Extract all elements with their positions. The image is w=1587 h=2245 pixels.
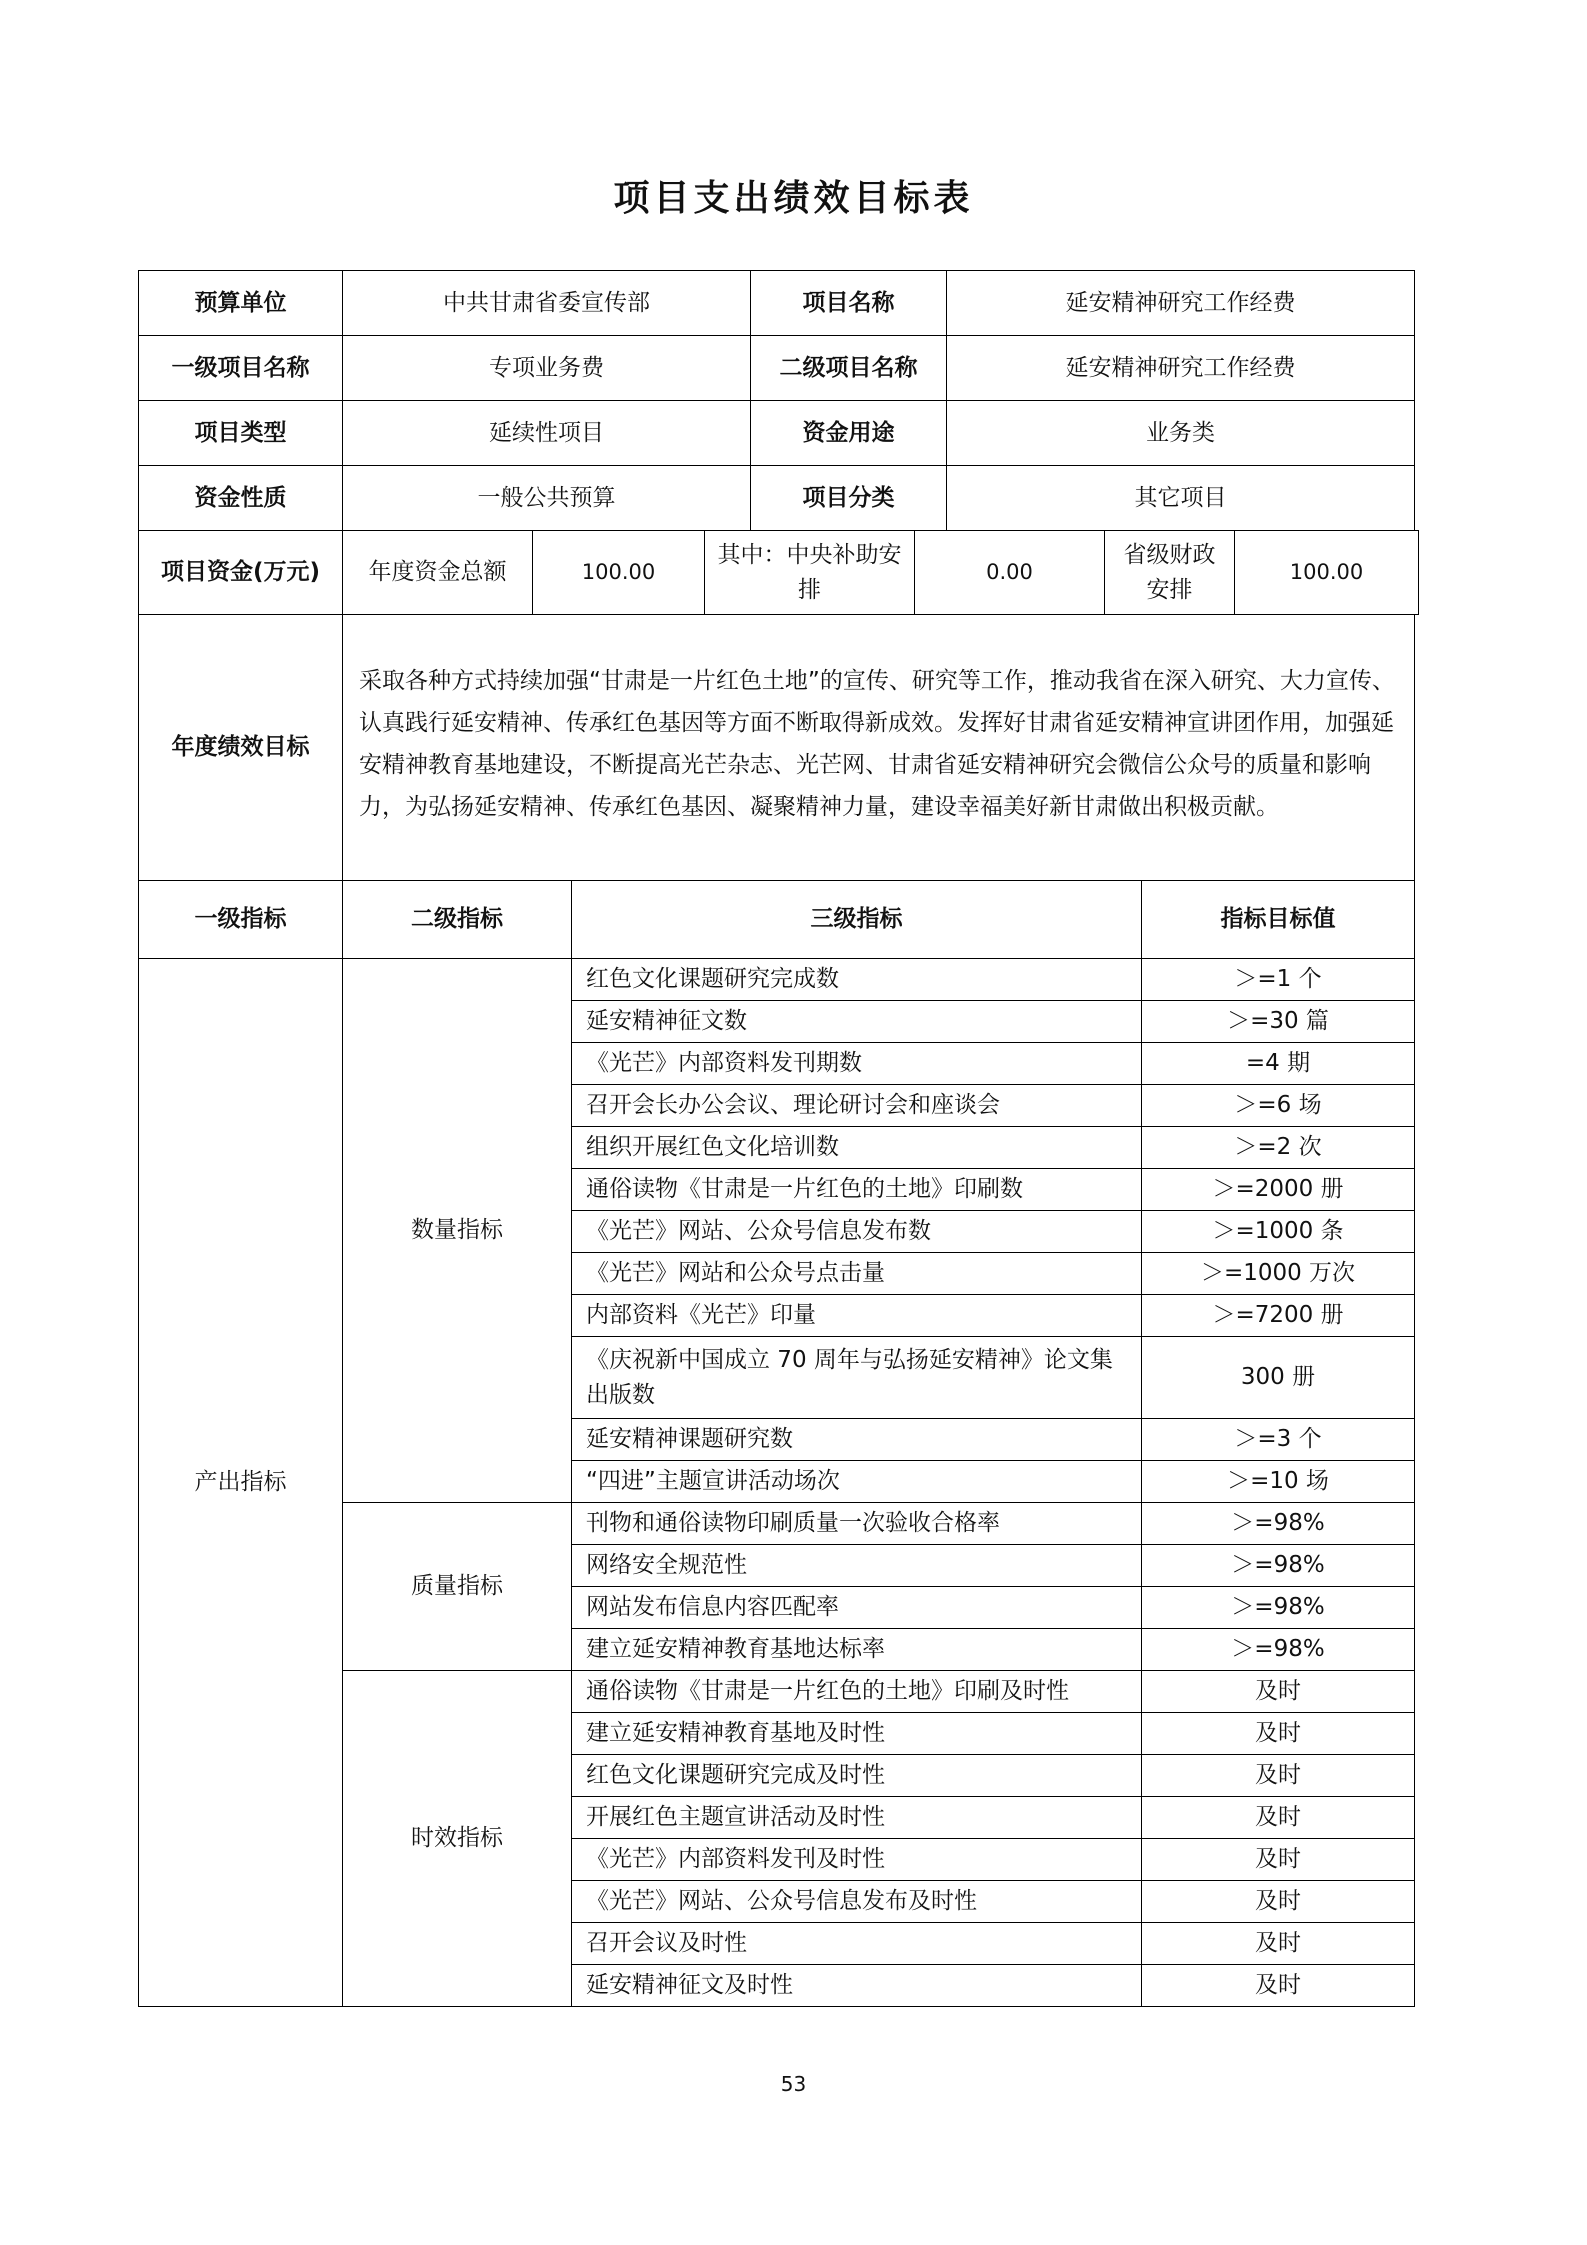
header-level1: 一级指标: [139, 881, 343, 959]
level3-indicator-name: 《光芒》内部资料发刊期数: [572, 1043, 1142, 1085]
basic-info-table: [138, 270, 1415, 531]
table-row: [139, 271, 1415, 336]
budget-unit-label: 预算单位: [139, 271, 343, 336]
level3-indicator-name: 延安精神征文数: [572, 1001, 1142, 1043]
fund-use-label: 资金用途: [751, 401, 947, 466]
level3-indicator-name: 开展红色主题宣讲活动及时性: [572, 1797, 1142, 1839]
level1-project-label: 一级项目名称: [139, 336, 343, 401]
indicator-target-value: 300 册: [1142, 1337, 1415, 1419]
table-row: [139, 336, 1415, 401]
indicator-target-value: ＞=6 场: [1142, 1085, 1415, 1127]
level3-indicator-name: 《光芒》网站、公众号信息发布及时性: [572, 1881, 1142, 1923]
indicator-target-value: 及时: [1142, 1755, 1415, 1797]
project-category-label: 项目分类: [751, 466, 947, 531]
level3-indicator-name: 延安精神征文及时性: [572, 1965, 1142, 2007]
indicator-target-value: 及时: [1142, 1965, 1415, 2007]
provincial-label: 省级财政安排: [1105, 531, 1235, 615]
budget-unit-value: 中共甘肃省委宣传部: [343, 271, 751, 336]
table-row: [139, 531, 1419, 615]
level3-indicator-name: 通俗读物《甘肃是一片红色的土地》印刷数: [572, 1169, 1142, 1211]
provincial-value: 100.00: [1235, 531, 1419, 615]
central-subsidy-value: 0.00: [915, 531, 1105, 615]
central-subsidy-label: 其中：中央补助安排: [705, 531, 915, 615]
indicator-target-value: 及时: [1142, 1923, 1415, 1965]
level3-indicator-name: 刊物和通俗读物印刷质量一次验收合格率: [572, 1503, 1142, 1545]
level3-indicator-name: 红色文化课题研究完成及时性: [572, 1755, 1142, 1797]
level3-indicator-name: 召开会议及时性: [572, 1923, 1142, 1965]
quantity-group-label: 数量指标: [343, 959, 572, 1503]
indicator-target-value: ＞=3 个: [1142, 1419, 1415, 1461]
level3-indicator-name: 建立延安精神教育基地达标率: [572, 1629, 1142, 1671]
project-type-value: 延续性项目: [343, 401, 751, 466]
annual-goal-table: [138, 614, 1415, 881]
level3-indicator-name: 内部资料《光芒》印量: [572, 1295, 1142, 1337]
indicator-target-value: =4 期: [1142, 1043, 1415, 1085]
indicator-target-value: ＞=2 次: [1142, 1127, 1415, 1169]
level3-indicator-name: 召开会长办公会议、理论研讨会和座谈会: [572, 1085, 1142, 1127]
indicator-target-value: ＞=98%: [1142, 1587, 1415, 1629]
indicator-target-value: ＞=30 篇: [1142, 1001, 1415, 1043]
indicator-target-value: ＞=7200 册: [1142, 1295, 1415, 1337]
level3-indicator-name: 《光芒》网站和公众号点击量: [572, 1253, 1142, 1295]
indicator-target-value: ＞=98%: [1142, 1503, 1415, 1545]
funds-table: [138, 530, 1419, 615]
annual-goal-text: 采取各种方式持续加强“甘肃是一片红色土地”的宣传、研究等工作，推动我省在深入研究、大力宣传、认真践行延安精神、传承红色基因等方面不断取得新成效。发挥好甘肃省延安精神宣讲团作用，加强延安精神教育基地建设，不断提高光芒杂志、光芒网、甘肃省延安精神研究会微信公众号的质量和影响力，为弘扬延安精神、传承红色基因、凝聚精神力量，建设幸福美好新甘肃做出积极贡献。: [343, 615, 1415, 881]
project-category-value: 其它项目: [947, 466, 1415, 531]
level1-project-value: 专项业务费: [343, 336, 751, 401]
level3-indicator-name: 延安精神课题研究数: [572, 1419, 1142, 1461]
indicator-target-value: ＞=10 场: [1142, 1461, 1415, 1503]
level2-project-label: 二级项目名称: [751, 336, 947, 401]
level3-indicator-name: 红色文化课题研究完成数: [572, 959, 1142, 1001]
project-name-value: 延安精神研究工作经费: [947, 271, 1415, 336]
indicator-target-value: ＞=98%: [1142, 1545, 1415, 1587]
project-name-label: 项目名称: [751, 271, 947, 336]
header-level3: 三级指标: [572, 881, 1142, 959]
annual-total-value: 100.00: [533, 531, 705, 615]
fund-use-value: 业务类: [947, 401, 1415, 466]
level3-indicator-name: 通俗读物《甘肃是一片红色的土地》印刷及时性: [572, 1671, 1142, 1713]
indicator-target-value: ＞=1000 万次: [1142, 1253, 1415, 1295]
level3-indicator-name: 网络安全规范性: [572, 1545, 1142, 1587]
indicators-table: [138, 880, 1415, 2007]
header-level2: 二级指标: [343, 881, 572, 959]
indicator-target-value: ＞=1 个: [1142, 959, 1415, 1001]
indicators-body: [139, 881, 1415, 2007]
page-title: 项目支出绩效目标表: [613, 178, 974, 219]
project-type-label: 项目类型: [139, 401, 343, 466]
quality-group-label: 质量指标: [343, 1503, 572, 1671]
header-target: 指标目标值: [1142, 881, 1415, 959]
indicator-target-value: ＞=98%: [1142, 1629, 1415, 1671]
indicator-target-value: 及时: [1142, 1839, 1415, 1881]
table-row: [139, 401, 1415, 466]
level2-project-value: 延安精神研究工作经费: [947, 336, 1415, 401]
annual-total-label: 年度资金总额: [343, 531, 533, 615]
level3-indicator-name: 《庆祝新中国成立 70 周年与弘扬延安精神》论文集出版数: [572, 1337, 1142, 1419]
table-row: [139, 615, 1415, 881]
level3-indicator-name: “四进”主题宣讲活动场次: [572, 1461, 1142, 1503]
level1-indicator-cell: 产出指标: [139, 959, 343, 2007]
indicator-target-value: 及时: [1142, 1881, 1415, 1923]
indicator-target-value: ＞=2000 册: [1142, 1169, 1415, 1211]
indicator-header-row: [139, 881, 1415, 959]
funds-label: 项目资金(万元): [139, 531, 343, 615]
level3-indicator-name: 《光芒》内部资料发刊及时性: [572, 1839, 1142, 1881]
level3-indicator-name: 网站发布信息内容匹配率: [572, 1587, 1142, 1629]
fund-nature-value: 一般公共预算: [343, 466, 751, 531]
indicator-target-value: ＞=1000 条: [1142, 1211, 1415, 1253]
page-number: 53: [780, 2072, 807, 2096]
level3-indicator-name: 建立延安精神教育基地及时性: [572, 1713, 1142, 1755]
timeliness-group-label: 时效指标: [343, 1671, 572, 2007]
level3-indicator-name: 组织开展红色文化培训数: [572, 1127, 1142, 1169]
fund-nature-label: 资金性质: [139, 466, 343, 531]
indicator-target-value: 及时: [1142, 1713, 1415, 1755]
annual-goal-label: 年度绩效目标: [139, 615, 343, 881]
table-row: [139, 466, 1415, 531]
level3-indicator-name: 《光芒》网站、公众号信息发布数: [572, 1211, 1142, 1253]
indicator-row: [139, 959, 1415, 1001]
indicator-target-value: 及时: [1142, 1671, 1415, 1713]
indicator-target-value: 及时: [1142, 1797, 1415, 1839]
